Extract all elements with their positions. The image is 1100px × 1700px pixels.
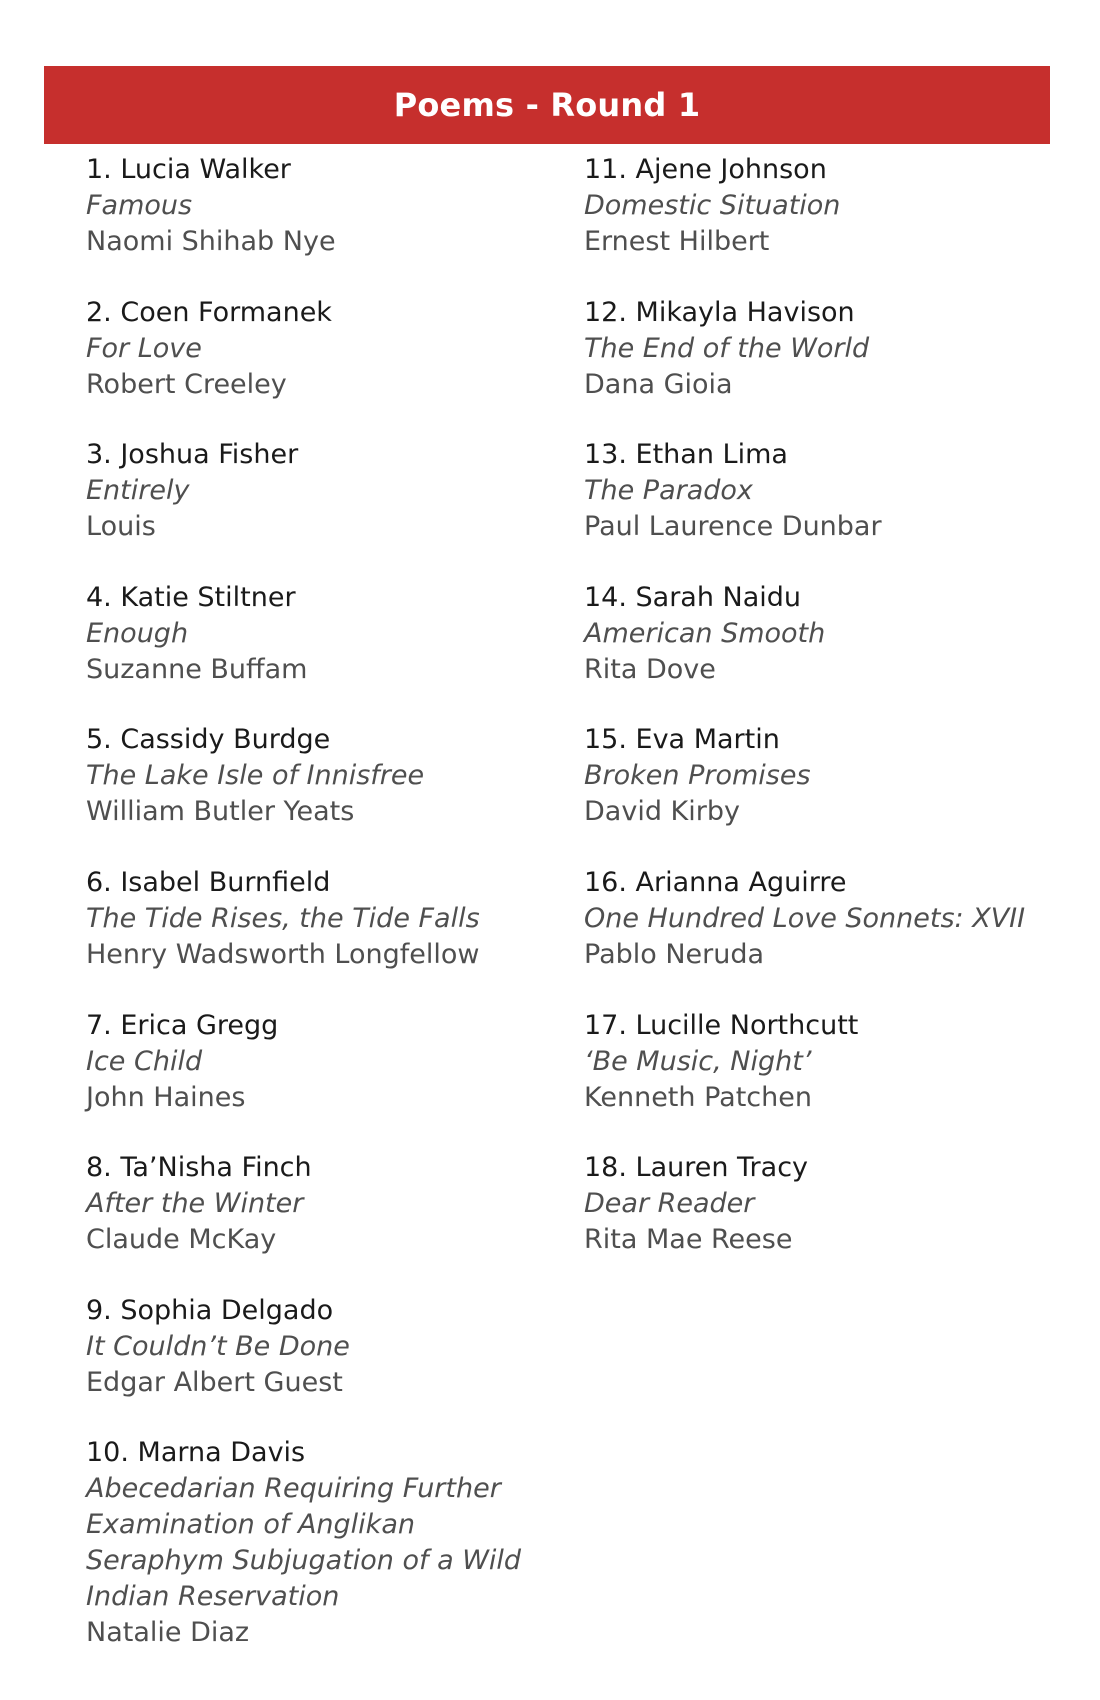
poem-title: For Love bbox=[86, 332, 202, 364]
poem-entry bbox=[584, 295, 1054, 438]
poem-author: Robert Creeley bbox=[86, 368, 287, 400]
reader-name: 15. Eva Martin bbox=[584, 724, 780, 756]
poem-title: The Tide Rises, the Tide Falls bbox=[86, 902, 480, 934]
reader-name: 9. Sophia Delgado bbox=[86, 1294, 334, 1326]
poem-title: After the Winter bbox=[86, 1188, 304, 1220]
poem-entry bbox=[584, 580, 1054, 723]
poem-entry bbox=[86, 295, 556, 438]
reader-name: 11. Ajene Johnson bbox=[584, 154, 827, 185]
poem-title: The End of the World bbox=[584, 332, 870, 364]
poem-author: Pablo Neruda bbox=[584, 938, 765, 970]
poem-entry bbox=[86, 152, 556, 295]
reader-name: 4. Katie Stiltner bbox=[86, 581, 296, 613]
poem-entry bbox=[584, 722, 1054, 865]
poem-entry bbox=[86, 1008, 556, 1151]
reader-name: 13. Ethan Lima bbox=[584, 439, 788, 471]
reader-name: 3. Joshua Fisher bbox=[86, 439, 299, 471]
poem-author: Edgar Albert Guest bbox=[86, 1366, 343, 1398]
page-title: Poems - Round 1 bbox=[393, 86, 701, 124]
reader-name: 17. Lucille Northcutt bbox=[584, 1009, 859, 1041]
poem-entry bbox=[584, 152, 1054, 295]
poem-title: One Hundred Love Sonnets: XVII bbox=[584, 902, 1026, 934]
poem-entry bbox=[584, 865, 1054, 1008]
poem-author: Claude McKay bbox=[86, 1224, 277, 1256]
poem-author: Suzanne Buffam bbox=[86, 653, 308, 685]
reader-name: 5. Cassidy Burdge bbox=[86, 724, 331, 756]
reader-name: 7. Erica Gregg bbox=[86, 1009, 279, 1041]
poem-title: American Smooth bbox=[584, 617, 826, 649]
poem-entry bbox=[86, 865, 556, 1008]
reader-name: 10. Marna Davis bbox=[86, 1437, 306, 1469]
reader-name: 2. Coen Formanek bbox=[86, 296, 332, 328]
poem-author: Dana Gioia bbox=[584, 368, 733, 400]
reader-name: 8. Ta’Nisha Finch bbox=[86, 1152, 312, 1184]
entries-column-left bbox=[86, 152, 556, 1651]
poem-entry bbox=[86, 1293, 556, 1436]
poem-title-line: Indian Reservation bbox=[86, 1581, 340, 1613]
round-header bbox=[44, 66, 1050, 144]
poem-entry bbox=[86, 580, 556, 723]
poem-author: Paul Laurence Dunbar bbox=[584, 511, 882, 543]
poem-title: Ice Child bbox=[86, 1045, 203, 1077]
poem-title: Entirely bbox=[86, 475, 190, 507]
poem-title: The Lake Isle of Innisfree bbox=[86, 760, 425, 792]
poem-author: Louis bbox=[86, 511, 156, 543]
poem-title: Famous bbox=[86, 190, 193, 221]
poem-author: Rita Mae Reese bbox=[584, 1224, 793, 1256]
poem-title: Broken Promises bbox=[584, 760, 811, 792]
poem-title: Dear Reader bbox=[584, 1188, 755, 1220]
poem-title: Enough bbox=[86, 617, 189, 649]
entries-column-right bbox=[584, 152, 1054, 1293]
poem-author: William Butler Yeats bbox=[86, 796, 355, 828]
poem-entry bbox=[584, 1008, 1054, 1151]
poem-author: Henry Wadsworth Longfellow bbox=[86, 938, 480, 970]
poem-entry bbox=[86, 1435, 556, 1651]
poem-entry bbox=[584, 437, 1054, 580]
reader-name: 12. Mikayla Havison bbox=[584, 296, 855, 328]
poem-author: Natalie Diaz bbox=[86, 1617, 250, 1649]
reader-name: 6. Isabel Burnfield bbox=[86, 866, 331, 898]
poem-title-line: Abecedarian Requiring Further bbox=[86, 1473, 501, 1505]
poem-entry bbox=[86, 1150, 556, 1293]
reader-name: 16. Arianna Aguirre bbox=[584, 866, 847, 898]
poem-title: Domestic Situation bbox=[584, 190, 841, 221]
poem-title: ‘Be Music, Night’ bbox=[584, 1045, 812, 1077]
poem-title-line: Seraphym Subjugation of a Wild bbox=[86, 1545, 522, 1577]
poem-title: The Paradox bbox=[584, 475, 753, 507]
reader-name: 1. Lucia Walker bbox=[86, 154, 291, 185]
poem-author: Kenneth Patchen bbox=[584, 1081, 812, 1113]
poem-author: Rita Dove bbox=[584, 653, 716, 685]
poem-entry bbox=[584, 1150, 1054, 1293]
poem-author: David Kirby bbox=[584, 796, 740, 828]
poem-title-line: Examination of Anglikan bbox=[86, 1509, 415, 1541]
poem-author: Ernest Hilbert bbox=[584, 226, 770, 257]
reader-name: 18. Lauren Tracy bbox=[584, 1152, 809, 1184]
reader-name: 14. Sarah Naidu bbox=[584, 581, 802, 613]
poem-author: Naomi Shihab Nye bbox=[86, 226, 336, 257]
poem-author: John Haines bbox=[86, 1081, 246, 1113]
poem-entry bbox=[86, 437, 556, 580]
poem-title: It Couldn’t Be Done bbox=[86, 1330, 350, 1362]
poem-entry bbox=[86, 722, 556, 865]
